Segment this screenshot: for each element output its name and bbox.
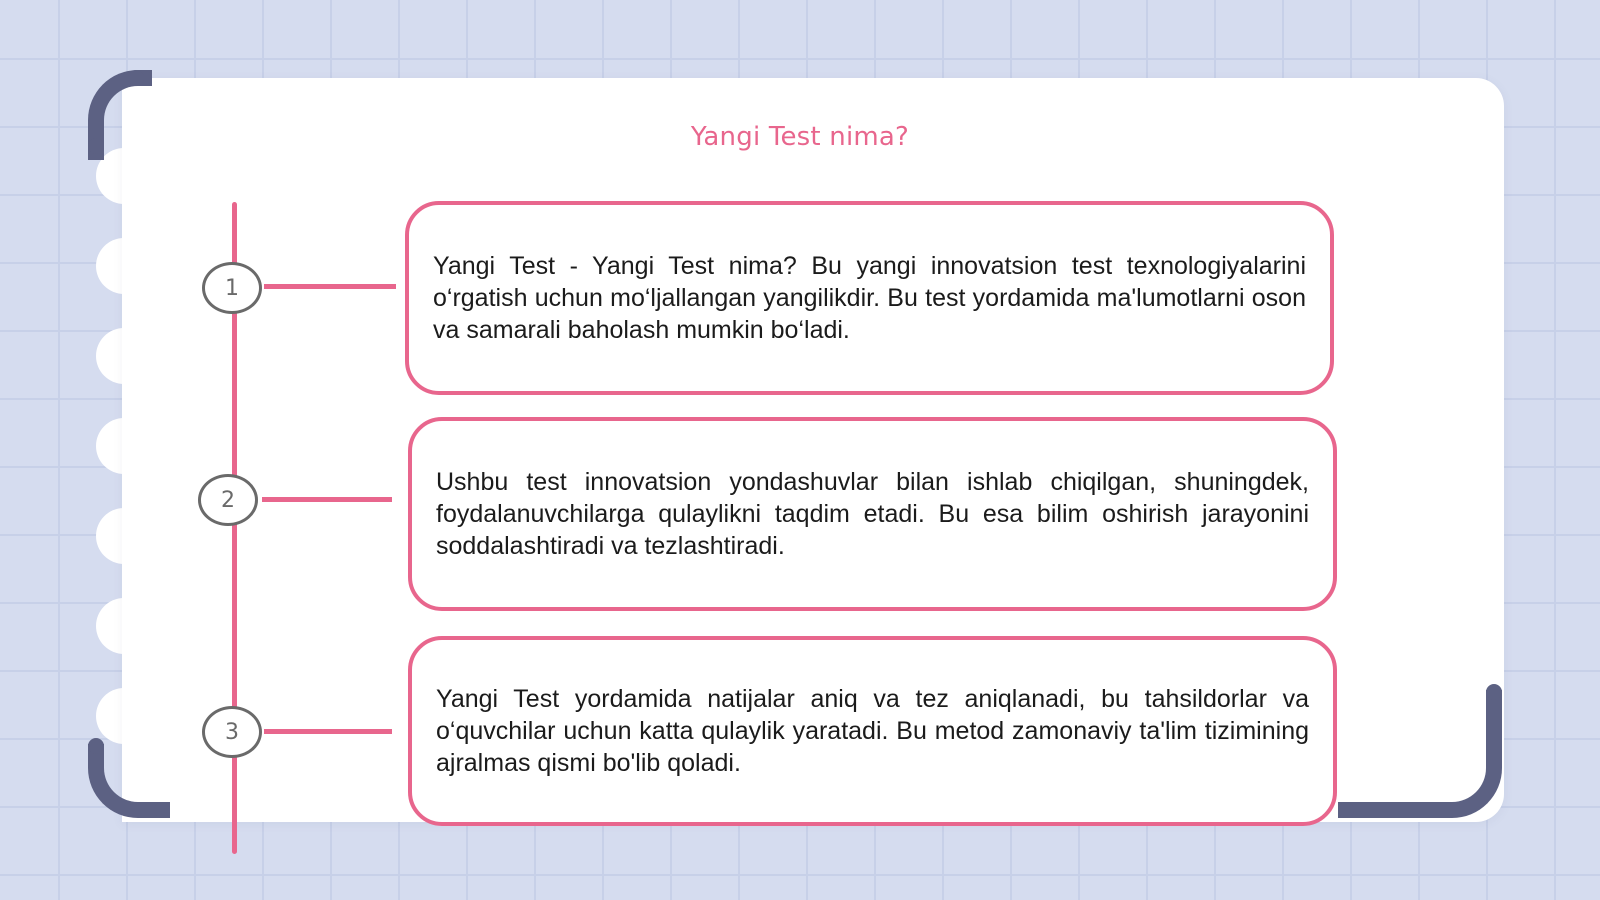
corner-bracket-cap bbox=[128, 70, 144, 86]
step-connector bbox=[264, 729, 392, 734]
step-card-3 bbox=[408, 636, 1337, 826]
corner-bracket-cap bbox=[1486, 684, 1502, 700]
step-number-3: 3 bbox=[202, 706, 262, 758]
step-number-2: 2 bbox=[198, 474, 258, 526]
corner-bracket-bottom-right bbox=[1338, 690, 1502, 818]
step-text-1: Yangi Test - Yangi Test nima? Bu yangi innovatsion test texnologiyalarini o‘rgatish uchun mo‘ljallangan yangilikdir. Bu test yordamida ma'lumotlarni oson va samarali baholash mumkin bo‘ladi. bbox=[433, 252, 1306, 344]
corner-bracket-cap bbox=[154, 802, 170, 818]
step-connector bbox=[262, 497, 392, 502]
corner-bracket-cap bbox=[1338, 802, 1354, 818]
step-text-2: Ushbu test innovatsion yondashuvlar bilan ishlab chiqilgan, shuningdek, foydalanuvchilarga qulaylikni taqdim etadi. Bu esa bilim oshirish jarayonini soddalashtiradi va tezlashtiradi. bbox=[436, 468, 1309, 560]
slide-title: Yangi Test nima? bbox=[690, 122, 910, 152]
step-card-1 bbox=[405, 201, 1334, 395]
step-number-1: 1 bbox=[202, 262, 262, 314]
step-text-3: Yangi Test yordamida natijalar aniq va tez aniqlanadi, bu tahsildorlar va o‘quvchilar uchun katta qulaylik yaratadi. Bu metod zamonaviy ta'lim tizimining ajralmas qismi bo'lib qoladi. bbox=[436, 685, 1309, 777]
step-connector bbox=[264, 284, 396, 289]
step-card-2 bbox=[408, 417, 1337, 611]
corner-bracket-cap bbox=[88, 738, 104, 754]
